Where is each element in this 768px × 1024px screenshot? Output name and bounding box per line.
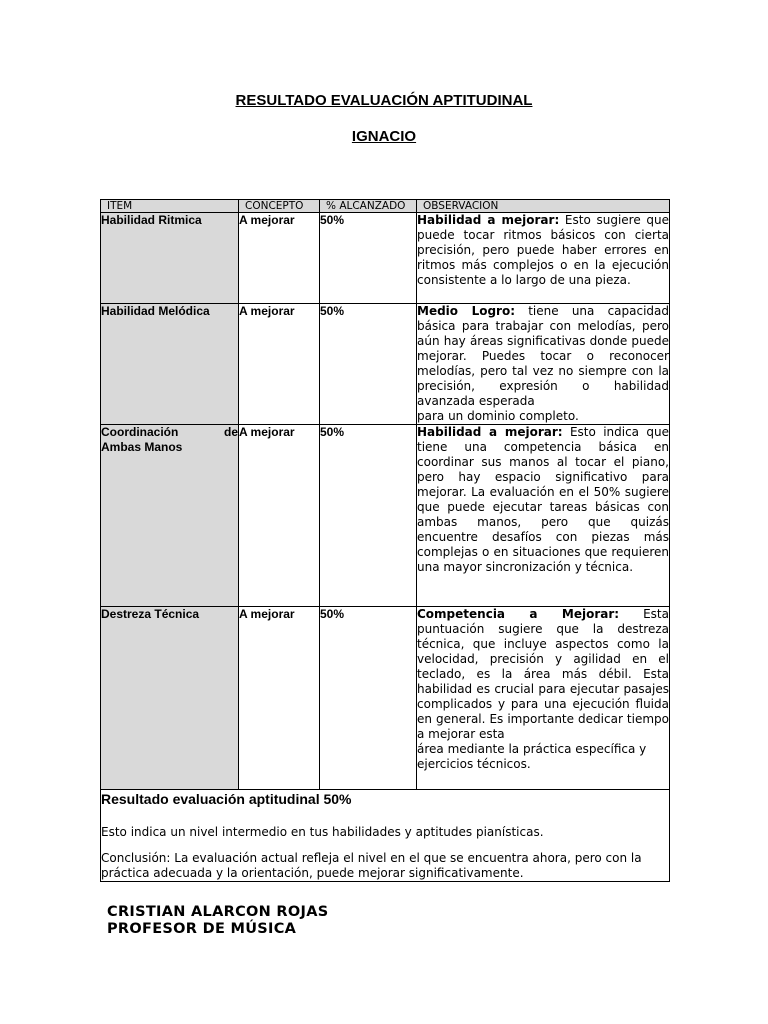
observation-cell xyxy=(417,213,670,304)
observation-tail: área mediante la práctica específica y ejercicios técnicos. xyxy=(417,742,647,771)
table-header-row xyxy=(101,200,670,213)
signature-name: CRISTIAN ALARCON ROJAS xyxy=(107,904,329,920)
item-line-2: Ambas Manos xyxy=(101,440,183,454)
table-row xyxy=(101,304,670,425)
observation-cell xyxy=(417,607,670,790)
item-cell: Habilidad Melódica xyxy=(101,304,239,425)
item-word-2: de xyxy=(223,425,238,439)
summary-row xyxy=(101,790,670,882)
summary-paragraph: Esto indica un nivel intermedio en tus habilidades y aptitudes pianísticas. xyxy=(101,825,544,839)
observation-lead: Medio Logro: xyxy=(417,304,516,318)
header-item: ITEM xyxy=(101,200,239,213)
observation-text: Esta puntuación sugiere que la destreza técnica, que incluye aspectos como la velocidad, precisión y agilidad en el teclado, es la área más débil. Esta habilidad es crucial para ejecutar pasajes complicados y para una ejecución fluida en general. Es importante dedicar tiempo a mejorar esta xyxy=(417,607,669,741)
item-cell xyxy=(101,425,239,607)
percent-cell: 50% xyxy=(320,425,417,607)
header-concept: CONCEPTO xyxy=(239,200,320,213)
conclusion-paragraph: Conclusión: La evaluación actual refleja el nivel en el que se encuentra ahora, pero con la práctica adecuada y la orientación, puede mejorar significativamente. xyxy=(101,851,642,880)
document-title: RESULTADO EVALUACIÓN APTITUDINAL xyxy=(235,92,533,109)
percent-cell: 50% xyxy=(320,304,417,425)
summary-title: Resultado evaluación aptitudinal 50% xyxy=(101,791,352,807)
item-cell: Destreza Técnica xyxy=(101,607,239,790)
item-word-1: Coordinación xyxy=(101,425,179,439)
observation-cell xyxy=(417,304,670,425)
table-row xyxy=(101,213,670,304)
observation-lead: Habilidad a mejorar: xyxy=(417,213,560,227)
header-observation: OBSERVACION xyxy=(417,200,670,213)
summary-cell xyxy=(101,790,670,882)
concept-cell: A mejorar xyxy=(239,213,320,304)
evaluation-table xyxy=(100,199,670,882)
observation-cell xyxy=(417,425,670,607)
observation-text: tiene una capacidad básica para trabajar con melodías, pero aún hay áreas significativas donde puede mejorar. Puedes tocar o reconocer melodías, pero tal vez no siempre con la precisión, expresión o habilidad avanzada esperada xyxy=(417,304,670,408)
percent-cell: 50% xyxy=(320,213,417,304)
table-row xyxy=(101,607,670,790)
concept-cell: A mejorar xyxy=(239,304,320,425)
signature-role: PROFESOR DE MÚSICA xyxy=(107,921,297,937)
concept-cell: A mejorar xyxy=(239,607,320,790)
header-percent: % ALCANZADO xyxy=(320,200,417,213)
observation-tail: para un dominio completo. xyxy=(417,409,579,423)
observation-text: Esto sugiere que puede tocar ritmos básicos con cierta precisión, pero puede haber errores en ritmos más complejos o en la ejecución consistente a lo largo de una pieza. xyxy=(417,213,669,287)
percent-cell: 50% xyxy=(320,607,417,790)
observation-lead: Habilidad a mejorar: xyxy=(417,425,563,439)
student-name: IGNACIO xyxy=(351,128,417,145)
item-line-1 xyxy=(101,425,238,440)
item-cell: Habilidad Ritmica xyxy=(101,213,239,304)
observation-text: Esto indica que tiene una competencia básica en coordinar sus manos al tocar el piano, pero hay espacio significativo para mejorar. La evaluación en el 50% sugiere que puede ejecutar tareas básicas con ambas manos, pero que quizás encuentre desafíos con piezas más complejas o en situaciones que requieren una mayor sincronización y técnica. xyxy=(417,425,669,574)
table-row xyxy=(101,425,670,607)
concept-cell: A mejorar xyxy=(239,425,320,607)
observation-lead: Competencia a Mejorar: xyxy=(417,607,620,621)
